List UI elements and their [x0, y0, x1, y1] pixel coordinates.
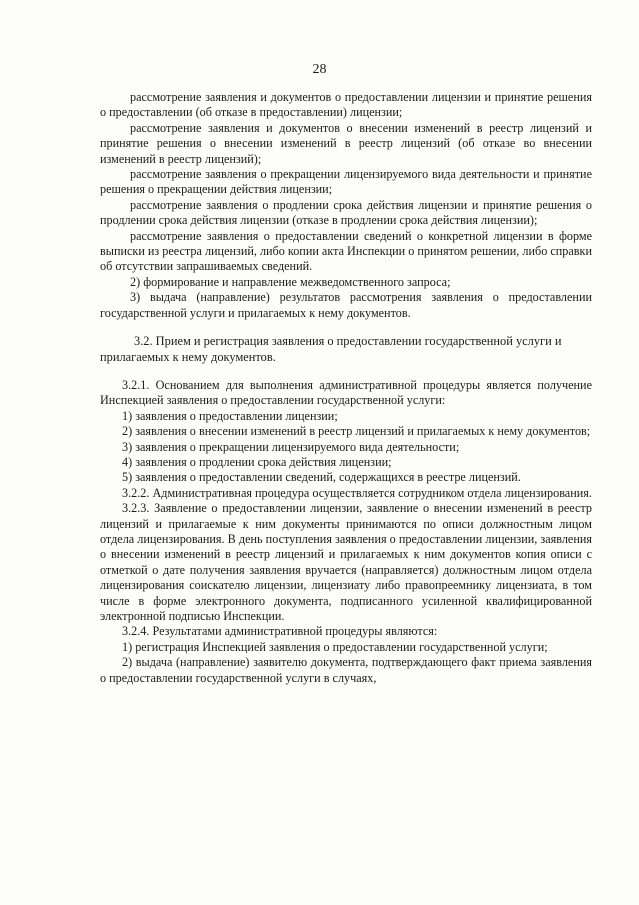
document-body	[100, 90, 592, 686]
list-item-13: 1) регистрация Инспекцией заявления о предоставлении государственной услуги;	[122, 639, 548, 654]
paragraph-3-2-1: 3.2.1. Основанием для выполнения административной процедуры является получение Инспекцией заявления о предоставлении государственной услуги:	[100, 377, 592, 408]
list-item-12: 5) заявления о предоставлении сведений, содержащихся в реестре лицензий.	[122, 470, 521, 485]
page-number: 28	[312, 62, 327, 77]
list-item-11: 4) заявления о продлении срока действия лицензии;	[122, 454, 392, 469]
list-item-4: рассмотрение заявления о продлении срока действия лицензии и принятие решения о продлении срока действия лицензии (отказе в продлении срока действия лицензии);	[100, 197, 592, 228]
list-item-10: 3) заявления о прекращении лицензируемого вида деятельности;	[122, 439, 460, 454]
list-item-3: рассмотрение заявления о прекращении лицензируемого вида деятельности и принятие решения о прекращении действия лицензии;	[100, 167, 592, 197]
paragraph-gap	[100, 365, 592, 378]
list-item-5: рассмотрение заявления о предоставлении сведений о конкретной лицензии в форме выписки из реестра лицензий, либо копии акта Инспекции о принятом решении, либо справки об отсутствии запрашиваемых сведений.	[100, 228, 592, 274]
list-item-2: рассмотрение заявления и документов о внесении изменений в реестр лицензий и принятие решения о внесении изменений в реестр лицензий (об отказе во внесении изменений в реестр лицензий);	[100, 120, 592, 166]
paragraph-3-2-4: 3.2.4. Результатами административной процедуры являются:	[122, 624, 438, 639]
list-item-1: рассмотрение заявления и документов о предоставлении лицензии и принятие решения о предоставлении (об отказе в предоставлении) лицензии;	[100, 90, 592, 120]
list-item-14: 2) выдача (направление) заявителю документа, подтверждающего факт приема заявления о предоставлении государственной услуги в случаях,	[100, 655, 592, 685]
list-item-8: 1) заявления о предоставлении лицензии;	[122, 408, 338, 423]
paragraph-gap	[100, 321, 592, 334]
paragraph-3-2-3: 3.2.3. Заявление о предоставлении лицензии, заявление о внесении изменений в реестр лицензий и прилагаемые к ним документы принимаются по описи должностным лицом отдела лицензирования. В день поступления заявления о предоставлении лицензии, заявления о внесении изменений в реестр лицензий и прилагаемых к ним документов копия описи с отметкой о дате получения заявления вручается (направляется) должностным лицом отдела лицензирования соискателю лицензии, лицензиату либо правопреемнику лицензиата, в том числе в форме электронного документа, подписанного усиленной квалифицированной электронной подписью Инспекции.	[100, 501, 592, 623]
paragraph-3-2-2: 3.2.2. Административная процедура осуществляется сотрудником отдела лицензирования.	[122, 485, 592, 500]
list-item-7: 3) выдача (направление) результатов рассмотрения заявления о предоставлении государственной услуги и прилагаемых к нему документов.	[100, 290, 592, 320]
list-item-6: 2) формирование и направление межведомственного запроса;	[130, 274, 451, 289]
list-item-9: 2) заявления о внесении изменений в реестр лицензий и прилагаемых к нему документов;	[122, 424, 591, 439]
section-heading: 3.2. Прием и регистрация заявления о предоставлении государственной услуги и прилагаемых к нему документов.	[100, 334, 562, 364]
